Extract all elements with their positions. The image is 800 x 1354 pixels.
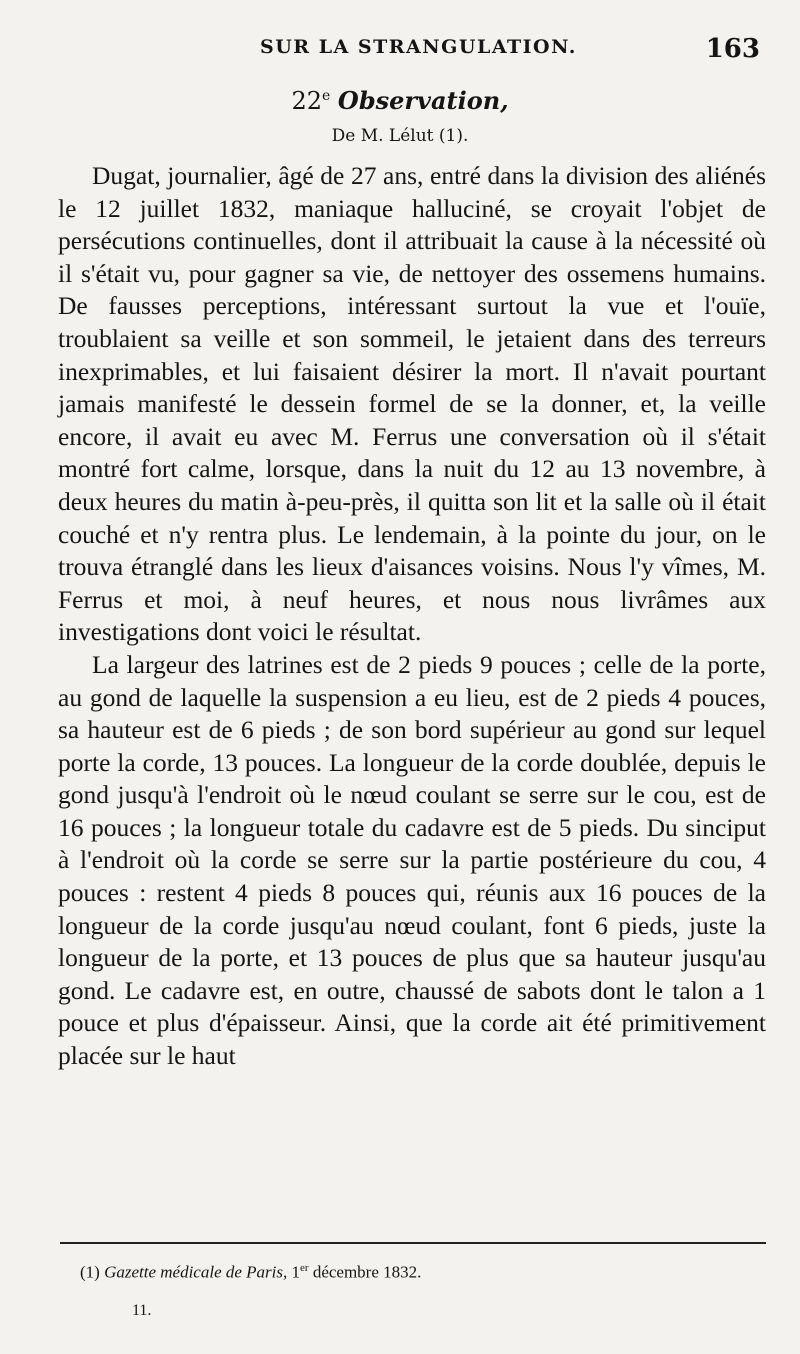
page-number: 163: [705, 34, 760, 64]
observation-author: De M. Lélut (1).: [331, 126, 469, 146]
footnote-marker: (1): [80, 1262, 100, 1282]
footnote-day-suffix: er: [300, 1262, 309, 1274]
paragraph-2: La largeur des latrines est de 2 pieds 9 pouces ; celle de la porte, au gond de laquelle la suspension a eu lieu, est de 2 pieds 4 pouces, sa hauteur est de 6 pieds ; de son bord supérieur au gond sur lequel porte la corde, 13 pouces. La longueur de la corde doublée, depuis le gond jusqu'à l'endroit où le nœud coulant se serre sur le cou, est de 16 pouces ; la longueur totale du cadavre est de 5 pieds. Du sinciput à l'endroit où la corde se serre sur la partie postérieure du cou, 4 pouces : restent 4 pieds 8 pouces qui, réunis aux 16 pouces de la longueur de la corde jusqu'au nœud coulant, font 6 pieds, juste la longueur de la porte, et 13 pouces de plus que sa hauteur jusqu'au gond. Le cadavre est, en outre, chaussé de sabots dont le talon a 1 pouce et plus d'épaisseur. Ainsi, que la corde ait été primitivement placée sur le haut: [58, 649, 766, 1071]
observation-number: 22: [291, 87, 322, 115]
footnote-day: 1: [291, 1262, 301, 1282]
signature-mark: 11.: [132, 1302, 152, 1319]
running-title: SUR LA STRANGULATION.: [260, 36, 577, 58]
page-header: [60, 36, 764, 72]
footnote-rule: [60, 1242, 766, 1244]
body-text: [58, 160, 766, 1073]
footnote: [80, 1262, 421, 1283]
footnote-date: décembre 1832.: [312, 1262, 422, 1282]
footnote-source: Gazette médicale de Paris,: [104, 1262, 288, 1282]
observation-title: Observation,: [337, 86, 509, 115]
observation-heading: [0, 86, 800, 115]
observation-number-suffix: e: [321, 88, 331, 104]
paragraph-1: Dugat, journalier, âgé de 27 ans, entré dans la division des aliénés le 12 juillet 1832, maniaque halluciné, se croyait l'objet de persécutions continuelles, dont il attribuait la cause à la nécessité où il s'était vu, pour gagner sa vie, de nettoyer des ossemens humains. De fausses perceptions, intéressant surtout la vue et l'ouïe, troublaient sa veille et son sommeil, le jetaient dans des terreurs inexprimables, et lui faisaient désirer la mort. Il n'avait pourtant jamais manifesté le dessein formel de se la donner, et, la veille encore, il avait eu avec M. Ferrus une conversation où il s'était montré fort calme, lorsque, dans la nuit du 12 au 13 novembre, à deux heures du matin à-peu-près, il quitta son lit et la salle où il était couché et n'y rentra plus. Le lendemain, à la pointe du jour, on le trouva étranglé dans les lieux d'aisances voisins. Nous l'y vîmes, M. Ferrus et moi, à neuf heures, et nous nous livrâmes aux investigations dont voici le résultat.: [58, 161, 766, 647]
